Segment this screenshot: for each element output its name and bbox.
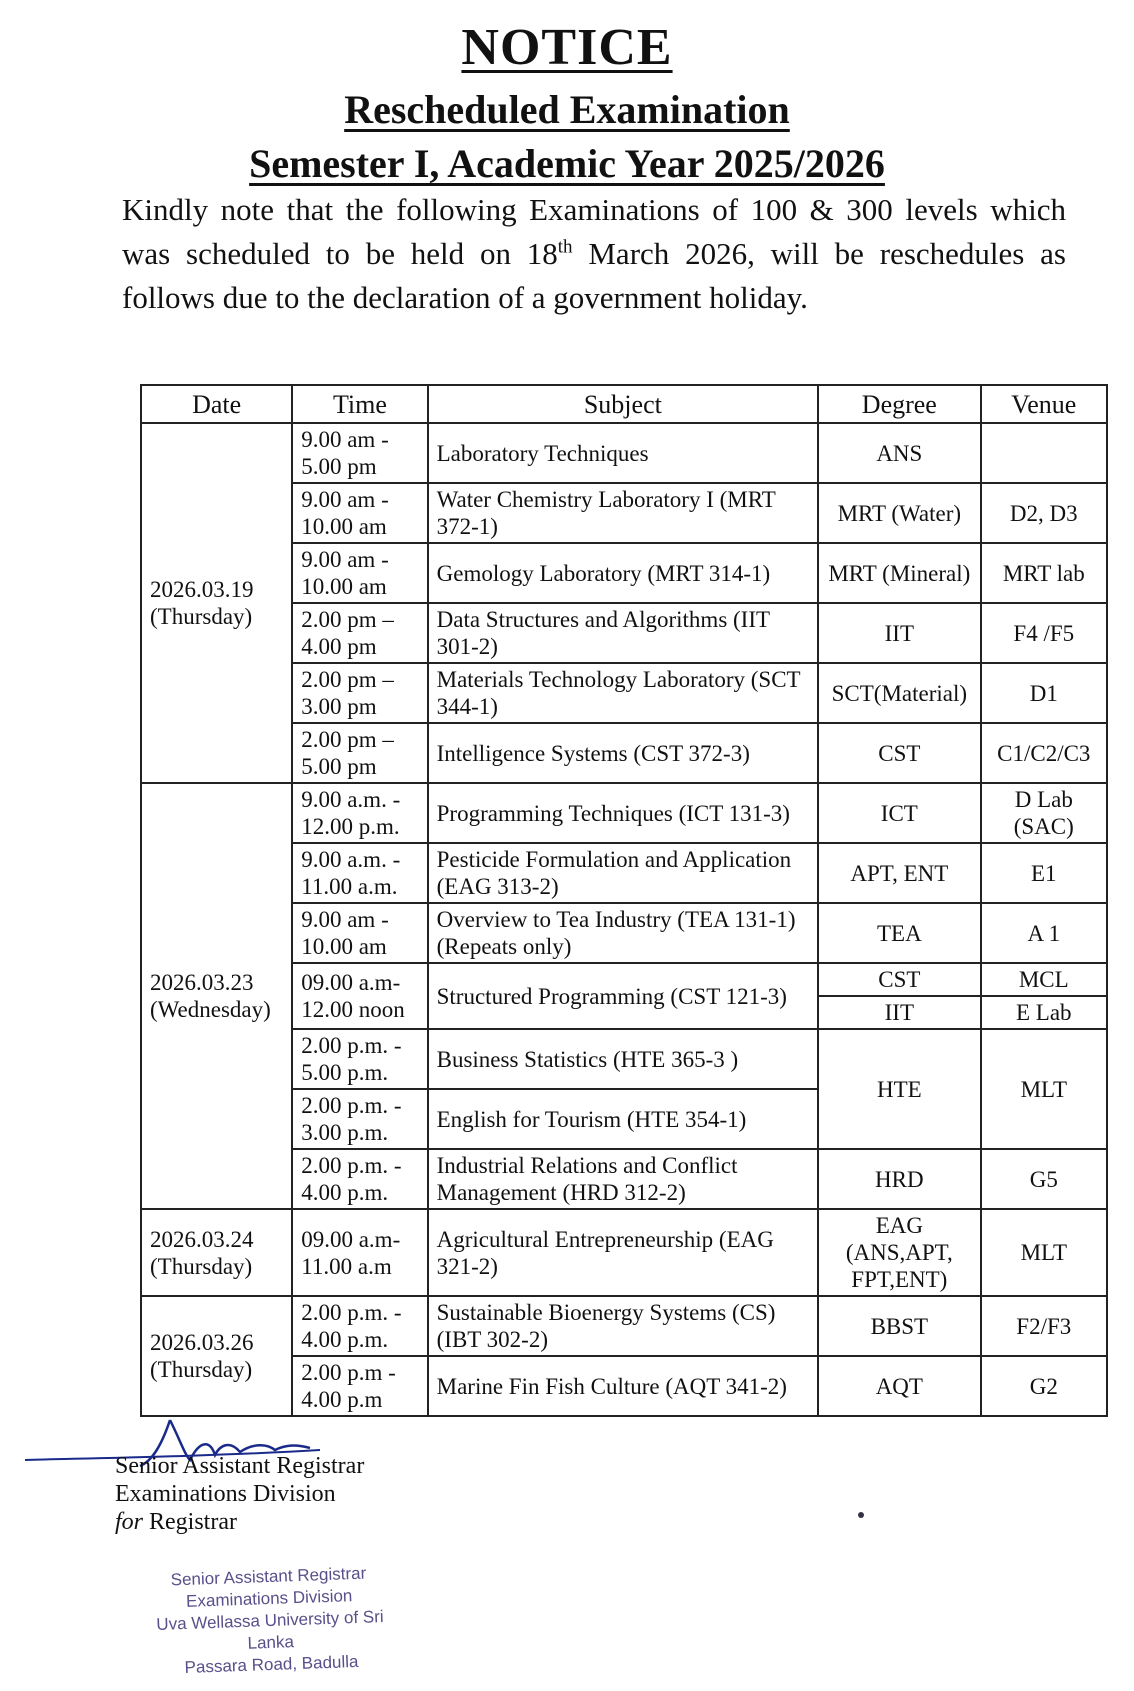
venue-cell: D Lab (SAC) xyxy=(981,783,1107,843)
time-cell: 09.00 a.m- 12.00 noon xyxy=(292,963,427,1029)
subject-cell: Data Structures and Algorithms (IIT 301-2) xyxy=(428,603,818,663)
date-cell xyxy=(141,783,292,1209)
intro-text-part2: March 2026, will be reschedules as follows due to the declaration of a government holiday. xyxy=(122,236,1066,315)
signatory-for-line xyxy=(115,1508,364,1536)
registrar-label: Registrar xyxy=(143,1509,237,1535)
date-cell xyxy=(141,423,292,783)
day-value: (Wednesday) xyxy=(150,997,271,1022)
subject-cell: Business Statistics (HTE 365-3 ) xyxy=(428,1029,818,1089)
notice-subtitle: Rescheduled Examination xyxy=(344,87,790,132)
degree-cell: TEA xyxy=(818,903,981,963)
degree-cell: IIT xyxy=(818,996,981,1029)
subject-cell: Sustainable Bioenergy Systems (CS) (IBT 302-2) xyxy=(428,1296,818,1356)
subject-cell: Programming Techniques (ICT 131-3) xyxy=(428,783,818,843)
subject-cell: Agricultural Entrepreneurship (EAG 321-2) xyxy=(428,1209,818,1296)
venue-cell: F2/F3 xyxy=(981,1296,1107,1356)
degree-cell: CST xyxy=(818,723,981,783)
time-cell: 9.00 a.m. - 11.00 a.m. xyxy=(292,843,427,903)
day-value: (Thursday) xyxy=(150,1357,253,1382)
venue-cell: MRT lab xyxy=(981,543,1107,603)
table-row xyxy=(141,1209,1107,1296)
venue-cell: E1 xyxy=(981,843,1107,903)
ink-mark xyxy=(858,1512,864,1518)
intro-superscript: th xyxy=(557,236,573,258)
subject-cell: Overview to Tea Industry (TEA 131-1) (Repeats only) xyxy=(428,903,818,963)
day-value: (Thursday) xyxy=(150,604,253,629)
semester-heading: Semester I, Academic Year 2025/2026 xyxy=(249,141,885,186)
venue-cell: A 1 xyxy=(981,903,1107,963)
venue-cell xyxy=(981,423,1107,483)
degree-cell: BBST xyxy=(818,1296,981,1356)
signatory-title: Senior Assistant Registrar xyxy=(115,1453,365,1479)
venue-cell: MLT xyxy=(981,1209,1107,1296)
time-cell: 2.00 p.m. - 4.00 p.m. xyxy=(292,1149,427,1209)
subject-cell: Intelligence Systems (CST 372-3) xyxy=(428,723,818,783)
day-value: (Thursday) xyxy=(150,1253,253,1279)
time-cell: 2.00 p.m - 4.00 p.m xyxy=(292,1356,427,1416)
official-stamp xyxy=(138,1561,402,1680)
intro-text-part1: Kindly note that the following Examinations of 100 & 300 levels which was scheduled to be held on 18 xyxy=(122,192,1066,271)
stamp-line-4: Passara Road, Badulla xyxy=(184,1651,359,1678)
subject-cell: Industrial Relations and Conflict Management (HRD 312-2) xyxy=(428,1149,818,1209)
time-cell: 2.00 p.m. - 5.00 p.m. xyxy=(292,1029,427,1089)
venue-cell: D1 xyxy=(981,663,1107,723)
venue-cell: MLT xyxy=(981,1029,1107,1149)
degree-cell: IIT xyxy=(818,603,981,663)
degree-cell: HRD xyxy=(818,1149,981,1209)
date-value: 2026.03.24 xyxy=(150,1226,254,1252)
time-cell: 2.00 pm – 5.00 pm xyxy=(292,723,427,783)
degree-cell: EAG (ANS,APT, FPT,ENT) xyxy=(818,1209,981,1296)
header-date: Date xyxy=(141,385,292,423)
venue-cell: E Lab xyxy=(981,996,1107,1029)
intro-paragraph xyxy=(122,188,1066,320)
degree-cell: CST xyxy=(818,963,981,996)
stamp-line-3: Uva Wellassa University of Sri Lanka xyxy=(156,1607,384,1653)
header-time: Time xyxy=(292,385,427,423)
time-cell: 9.00 a.m. - 12.00 p.m. xyxy=(292,783,427,843)
table-row xyxy=(141,1296,1107,1356)
time-cell: 09.00 a.m- 11.00 a.m xyxy=(292,1209,427,1296)
date-value: 2026.03.26 xyxy=(150,1330,254,1355)
stamp-line-2: Examinations Division xyxy=(185,1586,353,1611)
venue-cell: F4 /F5 xyxy=(981,603,1107,663)
time-cell: 2.00 pm – 3.00 pm xyxy=(292,663,427,723)
time-cell: 9.00 am - 10.00 am xyxy=(292,543,427,603)
degree-cell: ANS xyxy=(818,423,981,483)
signature-block xyxy=(115,1452,364,1536)
time-cell: 9.00 am - 10.00 am xyxy=(292,903,427,963)
date-value: 2026.03.23 xyxy=(150,970,254,995)
header-subject: Subject xyxy=(428,385,818,423)
exam-schedule-table xyxy=(140,384,1108,1417)
subject-cell: English for Tourism (HTE 354-1) xyxy=(428,1089,818,1149)
venue-cell: C1/C2/C3 xyxy=(981,723,1107,783)
header-venue: Venue xyxy=(981,385,1107,423)
degree-cell: APT, ENT xyxy=(818,843,981,903)
table-row xyxy=(141,783,1107,843)
degree-cell: SCT(Material) xyxy=(818,663,981,723)
venue-cell: D2, D3 xyxy=(981,483,1107,543)
venue-cell: G5 xyxy=(981,1149,1107,1209)
degree-cell: MRT (Water) xyxy=(818,483,981,543)
date-value: 2026.03.19 xyxy=(150,577,254,602)
subject-cell: Pesticide Formulation and Application (EAG 313-2) xyxy=(428,843,818,903)
header-degree: Degree xyxy=(818,385,981,423)
table-header-row xyxy=(141,385,1107,423)
time-cell: 9.00 am - 5.00 pm xyxy=(292,423,427,483)
degree-cell: HTE xyxy=(818,1029,981,1149)
date-cell xyxy=(141,1296,292,1416)
notice-title: NOTICE xyxy=(461,19,673,76)
venue-cell: MCL xyxy=(981,963,1107,996)
degree-cell: ICT xyxy=(818,783,981,843)
stamp-line-1: Senior Assistant Registrar xyxy=(170,1563,367,1590)
date-cell xyxy=(141,1209,292,1296)
time-cell: 2.00 p.m. - 3.00 p.m. xyxy=(292,1089,427,1149)
venue-cell: G2 xyxy=(981,1356,1107,1416)
degree-cell: MRT (Mineral) xyxy=(818,543,981,603)
subject-cell: Water Chemistry Laboratory I (MRT 372-1) xyxy=(428,483,818,543)
subject-cell: Marine Fin Fish Culture (AQT 341-2) xyxy=(428,1356,818,1416)
degree-cell: AQT xyxy=(818,1356,981,1416)
subject-cell: Laboratory Techniques xyxy=(428,423,818,483)
subject-cell: Structured Programming (CST 121-3) xyxy=(428,963,818,1029)
for-word: for xyxy=(115,1509,144,1535)
subject-cell: Gemology Laboratory (MRT 314-1) xyxy=(428,543,818,603)
time-cell: 2.00 pm – 4.00 pm xyxy=(292,603,427,663)
signatory-division: Examinations Division xyxy=(115,1481,336,1507)
time-cell: 2.00 p.m. - 4.00 p.m. xyxy=(292,1296,427,1356)
table-row xyxy=(141,423,1107,483)
subject-cell: Materials Technology Laboratory (SCT 344-1) xyxy=(428,663,818,723)
time-cell: 9.00 am - 10.00 am xyxy=(292,483,427,543)
